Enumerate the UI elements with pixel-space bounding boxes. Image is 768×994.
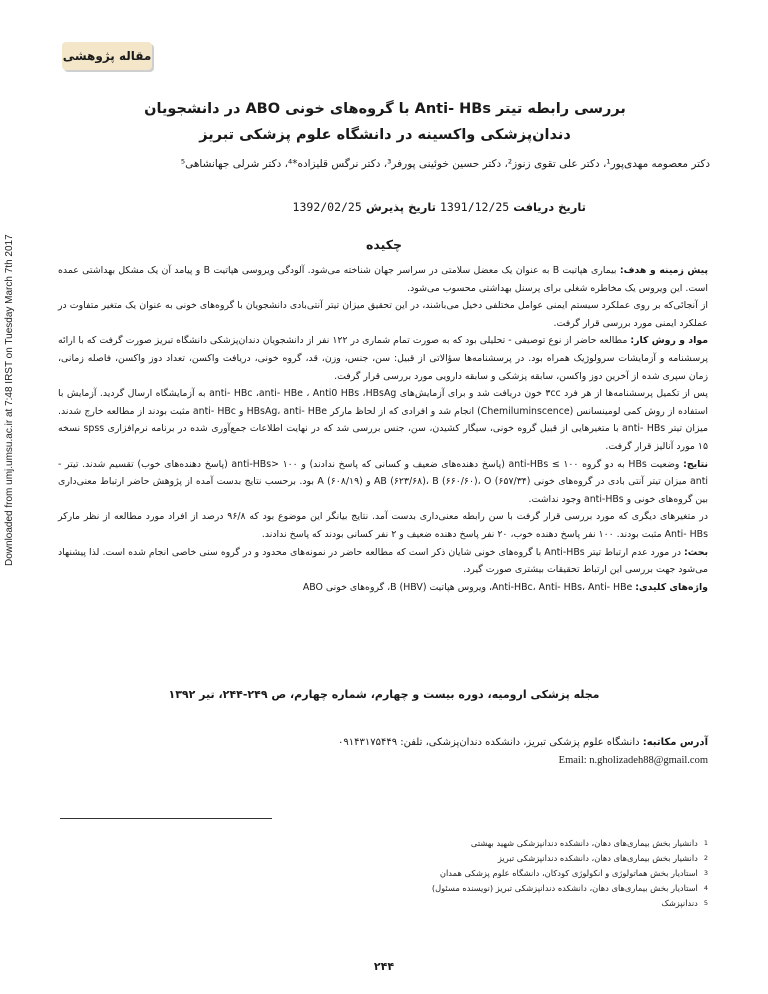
background-label: پیش زمینه و هدف: (619, 265, 709, 276)
footnote-text: دانشیار بخش بیماری‌های دهان، دانشکده دندانپزشکی تبریز (497, 853, 698, 863)
footnote-item (58, 836, 708, 851)
background-text: بیماری هپاتیت B به عنوان یک معضل سلامتی در سراسر جهان شناخته می‌شود. آلودگی ویروسی هپاتیت B و پیامد آن یک مشکل بهداشتی عمده است. این ویروس یک مخاطره شغلی برای پرسنل بهداشتی محسوب می‌شود. (58, 265, 708, 294)
abstract-discussion (58, 544, 708, 579)
footnote-number: 5 (703, 899, 708, 907)
abstract-methods-2: پس از تکمیل پرسشنامه‌ها از هر فرد ۳cc خون دریافت شد و برای آزمایش‌های anti- HBc ،anti- HBe ، Anti0 HBs ،HBsAg به آزمایشگاه ارسال گردید. آزمایش با استفاده از روش کمی لومینسانس (Chemiluminscence) انجام شد و افرادی که از لحاظ مارکر HBsAg، anti- HBe و anti- HBc مثبت بودند از مطالعه خارج شدند. میزان تیتر anti- HBs با متغیرهایی از قبیل گروه خونی، سیگار کشیدن، سن، جنس بررسی شد که در نهایت اطلاعات جمع‌آوری شده در برنامه نرم‌افزاری spss نسخه ۱۵ مورد آنالیز قرار گرفت. (58, 388, 709, 452)
footnote-item (58, 896, 708, 911)
footnote-divider (60, 818, 272, 819)
title-line-2: دندان‌پزشکی واکسینه در دانشگاه علوم پزشکی تبریز (199, 127, 571, 143)
footnote-text: استادیار بخش بیماری‌های دهان، دانشکده دندانپزشکی تبریز (نویسنده مسئول) (431, 883, 698, 893)
title-line-1: بررسی رابطه تیتر Anti- HBs با گروه‌های خونی ABO در دانشجویان (144, 101, 626, 117)
abstract-heading: چکیده (366, 237, 402, 252)
footnote-number: 2 (703, 854, 708, 862)
abstract-keywords (58, 579, 708, 597)
article-type-badge: مقاله پژوهشی (62, 42, 152, 70)
footnote-number: 4 (703, 884, 708, 892)
results-label: نتایج: (683, 458, 708, 470)
footnote-text: دندانپزشک (661, 898, 698, 908)
article-title (60, 96, 710, 148)
keywords-label: واژه‌های کلیدی: (635, 581, 708, 593)
address-text: دانشگاه علوم پزشکی تبریز، دانشکده دندان‌پزشکی، تلفن: ۰۹۱۴۳۱۷۵۴۴۹ (337, 737, 643, 748)
methods-text: مطالعه حاضر از نوع توصیفی - تحلیلی بود که به صورت تمام شماری در ۱۲۲ نفر از دانشجویان دندان‌پزشکی دانشگاه تبریز صورت گرفت که با ارائه پرسشنامه و آزمایشات سرولوژیک همراه بود. در پرسشنامه‌ها سؤالاتی از قبیل: سن، جنس، وزن، قد، گروه خونی، دریافت واکسن، تعداد دوز واکسن، فاصله زمانی، زمان سپری شده از آخرین دوز واکسن، سابقه پزشکی و سابقه دارویی مورد بررسی قرار گرفت. (58, 335, 708, 382)
footnote-text: استادیار بخش هماتولوژی و انکولوژی کودکان، دانشگاه علوم پزشکی همدان (439, 868, 698, 878)
accepted-date: 1392/02/25 (292, 200, 362, 214)
abstract-results (58, 456, 708, 509)
discussion-text: در مورد عدم ارتباط تیتر Anti-HBs با گروه‌های خونی شایان ذکر است که مطالعه حاضر در نمونه‌های محدود و در گروه سنی خاصی انجام شده است. لذا پیشنهاد می‌شود جهت بررسی این ارتباط تحقیقات بیشتری صورت گیرد. (58, 546, 708, 576)
footnote-number: 3 (703, 869, 708, 877)
email-address: Email: n.gholizadeh88@gmail.com (558, 755, 708, 766)
page-number: ۲۴۴ (373, 960, 395, 973)
journal-citation: مجله پزشکی ارومیه، دوره بیست و چهارم، شماره چهارم، ص ۲۴۹-۲۴۴، تیر ۱۳۹۲ (168, 688, 600, 701)
footnotes (58, 836, 708, 911)
author-list: دکتر معصومه مهدی‌پور¹، دکتر علی تقوی زنوز²، دکتر حسین خوئینی پورفر³، دکتر نرگس قلیزاده*⁴، دکتر شرلی جهانشاهی⁵ (180, 158, 710, 170)
discussion-label: بحث: (684, 546, 708, 558)
abstract-methods (58, 332, 708, 385)
abstract-results-2: در متغیرهای دیگری که مورد بررسی قرار گرفت با سن رابطه معنی‌داری بدست آمد. نتایج بیانگر این موضوع بود که ۹۶/۸ درصد از افراد مورد مطالعه از نظر مارکر Anti- HBs مثبت بودند. ۱۰۰ نفر پاسخ دهنده خوب، ۲۰ نفر پاسخ دهنده ضعیف و ۲ نفر کسانی بودند که پاسخ ندادند. (58, 511, 709, 540)
received-date: 1391/12/25 (440, 200, 510, 214)
abstract-body (58, 262, 708, 596)
download-watermark: Downloaded from umj.umsu.ac.ir at 7:48 IRST on Tuesday March 7th 2017 (4, 234, 15, 566)
address-row (58, 734, 708, 752)
abstract-background-2: از آنجائی‌که بر روی عملکرد سیستم ایمنی عوامل مختلفی دخیل می‌باشند، در این تحقیق میزان تیتر آنتی‌بادی دانشجویان با گروه‌های خونی به عنوان یک متغیر متفاوت در عملکرد ایمنی مورد بررسی قرار گرفت. (58, 300, 708, 329)
keywords-text: Anti-HBc، Anti- HBs، Anti- HBe، ویروس هپاتیت B (HBV)، گروه‌های خونی ABO (302, 581, 636, 593)
address-label: آدرس مکاتبه: (642, 737, 708, 748)
footnote-item (58, 851, 708, 866)
accepted-label: تاریخ پذیرش (365, 200, 436, 214)
methods-label: مواد و روش کار: (630, 335, 708, 347)
abstract-background (58, 262, 708, 297)
footnote-item (58, 866, 708, 881)
submission-dates (293, 200, 586, 214)
footnote-item (58, 881, 708, 896)
footnote-text: دانشیار بخش بیماری‌های دهان، دانشکده دندانپزشکی شهید بهشتی (470, 838, 698, 848)
footnote-number: 1 (703, 839, 708, 847)
received-label: تاریخ دریافت (513, 200, 586, 214)
results-text: وضعیت HBs به دو گروه anti-HBs ≤ ۱۰۰ (پاسخ دهنده‌های ضعیف و کسانی که پاسخ ندادند) و anti-HBs> ۱۰۰ (پاسخ دهنده‌های خوب) تقسیم شدند. تیتر -anti میزان تیتر آنتی بادی در گروه‌های خونی AB (۶۲۳/۶۸)، B (۶۶۰/۶۰)، O (۶۵۷/۳۴) و A (۶۰۸/۱۹) بود. برحسب نتایج بدست آمده از پژوهش حاضر ارتباط معنی‌داری بین گروه‌های خونی و anti-HBs وجود نداشت. (58, 458, 708, 505)
correspondence-address (58, 734, 708, 770)
